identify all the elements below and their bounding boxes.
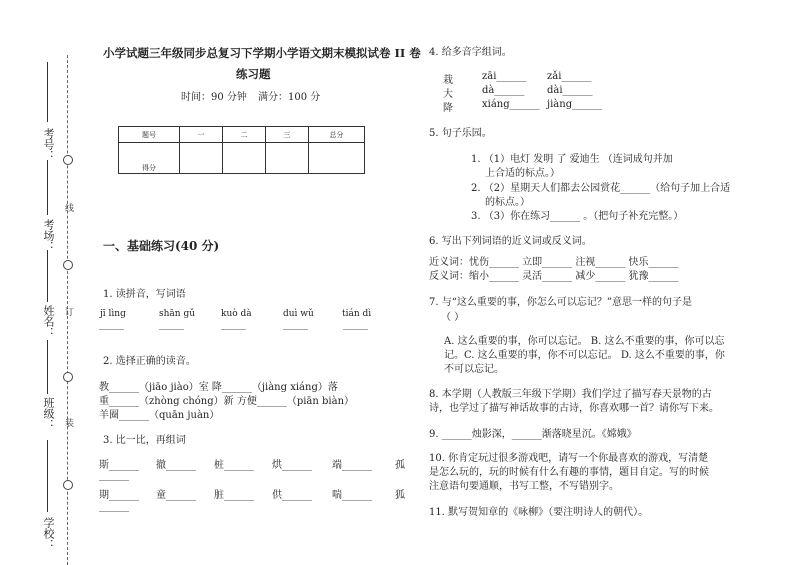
- q4-answer: xiáng______: [482, 99, 540, 110]
- q5-s2a: 2. （2）星期天人们都去公园赏花______（给句子加上合适: [471, 183, 731, 194]
- q5-text: 5. 句子乐园。: [429, 128, 492, 139]
- q1-blank[interactable]: _____: [221, 319, 246, 330]
- score-cell[interactable]: [223, 143, 266, 174]
- kaochang-line: [47, 160, 48, 215]
- label-xuexiao: 学校：: [42, 517, 55, 550]
- q3-cell: ______: [99, 470, 129, 481]
- q3-cell: 烘______: [272, 460, 312, 471]
- q3-cell: 童______: [156, 490, 196, 501]
- kaohao-line: [47, 62, 48, 122]
- q4-char: 降: [443, 103, 453, 114]
- q1-blank[interactable]: _____: [99, 319, 124, 330]
- q6-line1: 近义词：忧伤______ 立即______ 注视______ 快乐______: [429, 257, 679, 268]
- q3-cell: 孤: [395, 460, 405, 471]
- q4-answer: zǎi______: [547, 71, 592, 82]
- exam-title-line1: 小学试题三年级同步总复习下学期小学语文期末模拟试卷 II 卷: [103, 46, 421, 60]
- q2-text: 2. 选择正确的读音。: [103, 356, 196, 367]
- q3-cell: 脏______: [214, 490, 254, 501]
- q5-s1a: 1. （1）电灯 发明 了 爱迪生 （连词成句并加: [471, 154, 673, 165]
- exam-full-score: 满分：100 分: [258, 92, 321, 103]
- binding-circle: [63, 260, 73, 270]
- q6-text: 6. 写出下列词语的近义词或反义词。: [429, 236, 592, 247]
- q11-line1: 11. 默写贺知章的《咏柳》（要注明诗人的朝代）。: [429, 507, 649, 518]
- q7-line1: 7. 与“这么重要的事，你怎么可以忘记？”意思一样的句子是: [429, 297, 692, 308]
- q7-line2: （ ）: [441, 312, 465, 323]
- q2-line1: 教______（jiāo jiào）室 降______（jiàng xiáng）落: [99, 382, 338, 393]
- xuexiao-line: [47, 440, 48, 512]
- q4-answer: dà______: [482, 85, 525, 96]
- exam-title-line2: 练习题: [236, 67, 271, 81]
- score-header-cell: 一: [180, 127, 223, 143]
- q1-pinyin: jī lìng: [100, 309, 126, 319]
- score-cell[interactable]: [180, 143, 223, 174]
- q3-cell: 端______: [332, 460, 372, 471]
- score-header-cell: 二: [223, 127, 266, 143]
- binding-char-zhuang: 装: [63, 418, 73, 427]
- q1-text: 1. 读拼音，写词语: [103, 289, 186, 300]
- q4-answer: zāi______: [482, 71, 527, 82]
- score-header-cell: 题号: [119, 127, 180, 143]
- label-xingming: 姓名：: [42, 305, 55, 338]
- q10-line2: 是怎么玩的，玩的时候有什么有趣的事情，题目自定。写的时候: [429, 467, 709, 478]
- score-header-cell: 总分: [309, 127, 365, 143]
- q3-cell: 喘______: [332, 490, 372, 501]
- binding-circle: [63, 480, 73, 490]
- binding-circle: [63, 155, 73, 165]
- label-banji: 班级：: [42, 397, 55, 430]
- q3-cell: 狐: [395, 490, 405, 501]
- q7-opt3: 不可以忘记。: [444, 364, 504, 375]
- q3-text: 3. 比一比，再组词: [103, 435, 186, 446]
- score-cell[interactable]: [266, 143, 309, 174]
- q1-blank[interactable]: _____: [283, 319, 308, 330]
- q8-line1: 8. 本学期（人教版三年级下学期）我们学过了描写春天景物的古: [429, 389, 712, 400]
- score-row-label: 得分: [119, 143, 180, 174]
- xingming-line: [47, 250, 48, 302]
- label-kaohao: 考号：: [42, 128, 55, 161]
- q3-cell: 期______: [99, 490, 139, 501]
- score-cell[interactable]: [309, 143, 365, 174]
- q3-cell: 斯______: [99, 460, 139, 471]
- q5-s1b: 上合适的标点。）: [485, 168, 560, 179]
- q3-cell: 桩______: [214, 460, 254, 471]
- q7-opt2: 记。C. 这么重要的事，你不可以忘记。 D. 这么不重要的事，你: [444, 350, 725, 361]
- q1-pinyin: tián dì: [342, 309, 372, 319]
- score-header-cell: 三: [266, 127, 309, 143]
- q4-char: 大: [443, 89, 453, 100]
- banji-line: [47, 340, 48, 394]
- q4-answer: jiàng______: [547, 99, 603, 110]
- q8-line2: 诗，也学过了描写神话故事的古诗，你喜欢哪一首？请你写下来。: [429, 403, 719, 414]
- q3-cell: 供______: [272, 490, 312, 501]
- q5-s2b: 的标点。）: [485, 197, 530, 208]
- q1-blank[interactable]: _____: [343, 319, 368, 330]
- q7-opt1: A. 这么重要的事，你可以忘记。 B. 这么不重要的事，你可以忘: [444, 336, 725, 347]
- binding-circle: [63, 372, 73, 382]
- q2-line2: 重______（zhòng chóng）新 方便______（piān biàn）: [99, 396, 355, 407]
- q10-line3: 注意语句要通顺，书写工整，不写错别字。: [429, 481, 619, 492]
- exam-time: 时间：90 分钟: [181, 92, 247, 103]
- q1-pinyin: shān gǔ: [159, 309, 195, 319]
- q9-line1: 9. ______烛影深，______渐落晓星沉。《嫦娥》: [429, 429, 637, 440]
- q5-s3: 3. （3）你在练习______ 。（把句子补充完整。）: [471, 211, 684, 222]
- q4-answer: dài______: [547, 85, 593, 96]
- binding-char-ding: 订: [63, 307, 73, 316]
- q3-cell: ______: [99, 501, 129, 512]
- q1-pinyin: duì wǔ: [283, 309, 314, 319]
- q10-line1: 10. 你肯定玩过很多游戏吧，请写一个你最喜欢的游戏，写清楚: [429, 453, 709, 464]
- label-kaochang: 考场：: [42, 219, 55, 252]
- q4-text: 4. 给多音字组词。: [429, 47, 512, 58]
- q2-line3: 羊圈______（quān juàn）: [99, 410, 220, 421]
- q6-line2: 反义词：缩小______ 灵活______ 减少______ 犹豫______: [429, 271, 679, 282]
- q1-pinyin: kuò dà: [221, 309, 252, 319]
- section1-heading: 一、基础练习(40 分): [103, 239, 220, 253]
- q4-char: 栽: [443, 75, 453, 86]
- q1-blank[interactable]: _____: [159, 319, 184, 330]
- q3-cell: 撤______: [156, 460, 196, 471]
- score-table: [118, 126, 365, 174]
- binding-char-zhuang: 线: [63, 203, 73, 212]
